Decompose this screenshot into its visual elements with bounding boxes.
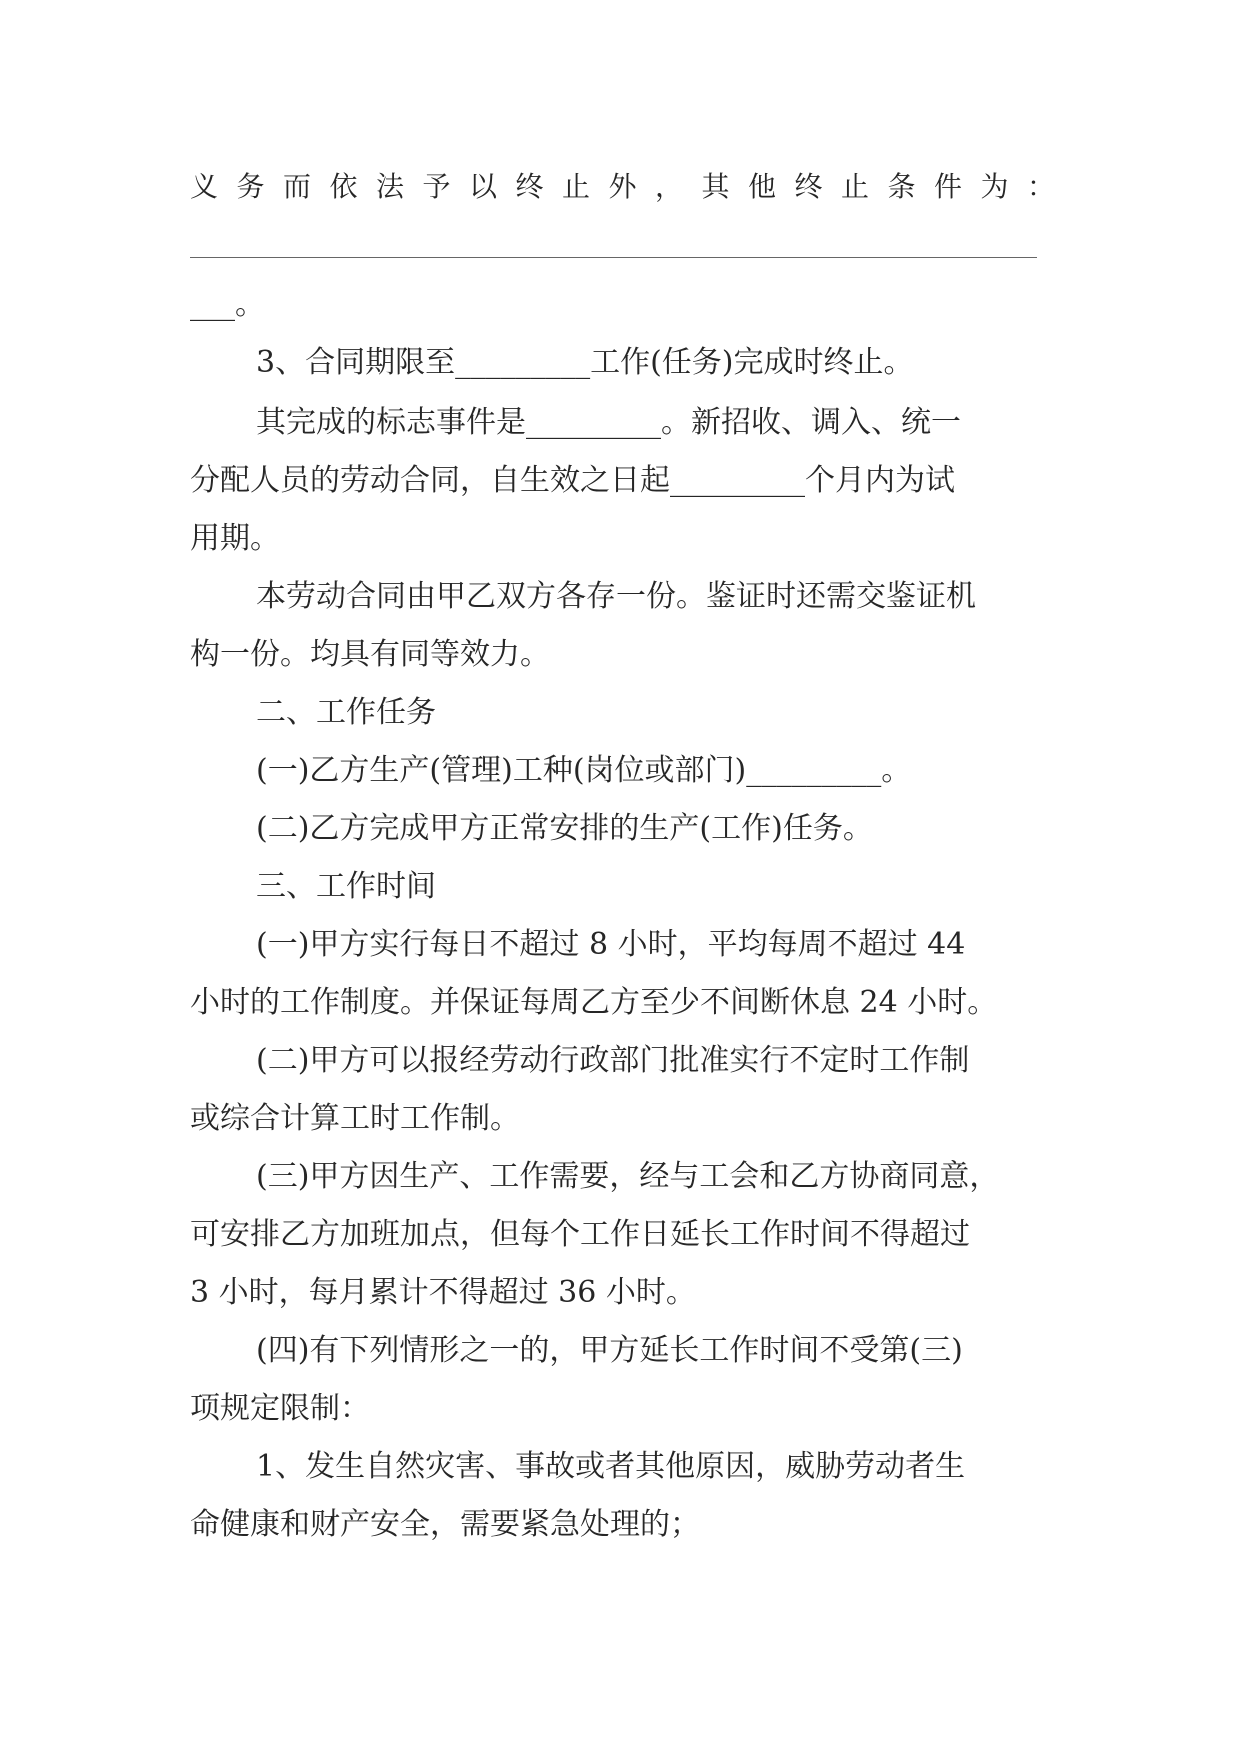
text-line: (一)甲方实行每日不超过 8 小时，平均每周不超过 44 xyxy=(256,927,966,962)
text-line: 用期。 xyxy=(190,521,280,556)
text-line: 命健康和财产安全，需要紧急处理的； xyxy=(190,1507,700,1542)
text-line: 分配人员的劳动合同，自生效之日起_________个月内为试 xyxy=(190,463,955,498)
text-line: 1、发生自然灾害、事故或者其他原因，威胁劳动者生 xyxy=(256,1449,966,1484)
text-line: (二)乙方完成甲方正常安排的生产(工作)任务。 xyxy=(256,811,873,846)
text-line: 3 小时，每月累计不得超过 36 小时。 xyxy=(190,1275,696,1310)
text-line: (二)甲方可以报经劳动行政部门批准实行不定时工作制 xyxy=(256,1043,970,1078)
text-line: 本劳动合同由甲乙双方各存一份。鉴证时还需交鉴证机 xyxy=(256,579,976,614)
text-line: (一)乙方生产(管理)工种(岗位或部门)_________。 xyxy=(256,753,912,788)
text-line: 3、合同期限至_________工作(任务)完成时终止。 xyxy=(256,345,914,380)
text-line: 其完成的标志事件是_________。新招收、调入、统一 xyxy=(256,405,961,440)
text-line: ___。 xyxy=(190,287,265,322)
text-line: 义务而依法予以终止外，其他终止条件为： xyxy=(190,170,1074,203)
text-line: (三)甲方因生产、工作需要，经与工会和乙方协商同意， xyxy=(256,1159,1000,1194)
section-heading: 二、工作任务 xyxy=(256,695,436,730)
text-line: 项规定限制： xyxy=(190,1391,370,1426)
text-line: 构一份。均具有同等效力。 xyxy=(190,637,550,672)
text-line: (四)有下列情形之一的，甲方延长工作时间不受第(三) xyxy=(256,1333,963,1368)
text-line: 可安排乙方加班加点，但每个工作日延长工作时间不得超过 xyxy=(190,1217,970,1252)
section-heading: 三、工作时间 xyxy=(256,869,436,904)
blank-fill-line xyxy=(190,257,1037,258)
text-line: 小时的工作制度。并保证每周乙方至少不间断休息 24 小时。 xyxy=(190,985,998,1020)
text-line: 或综合计算工时工作制。 xyxy=(190,1101,520,1136)
